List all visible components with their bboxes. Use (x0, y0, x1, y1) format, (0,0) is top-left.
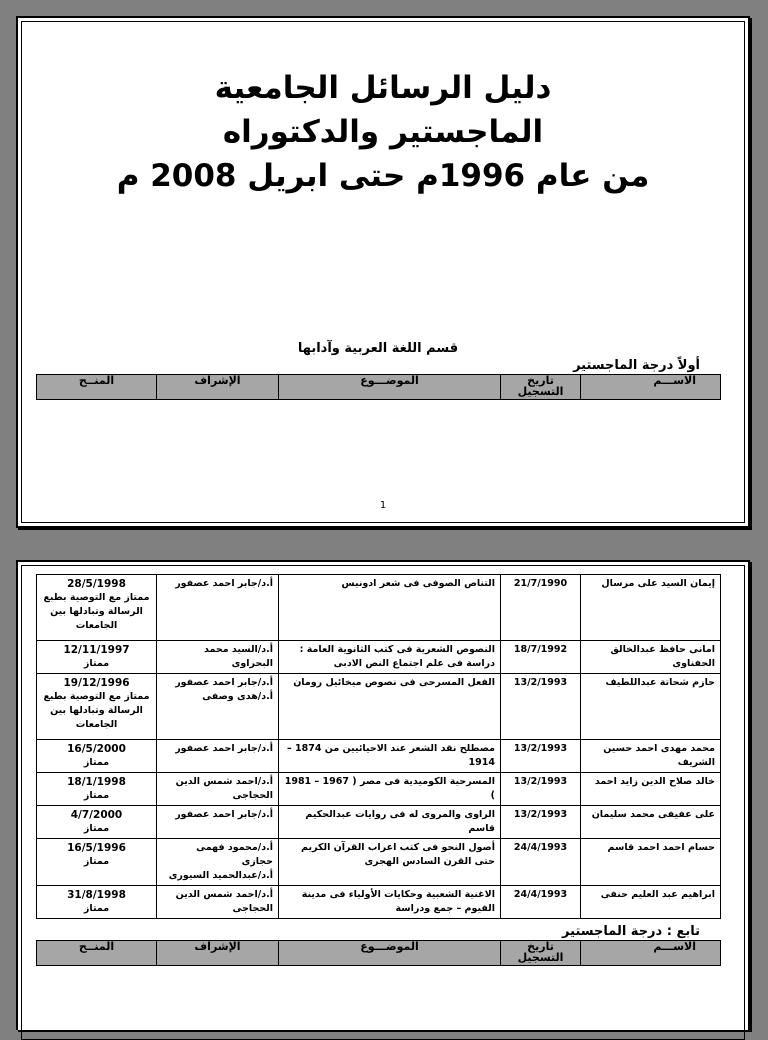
supervisor-cell: أ.د/محمود فهمى حجازى أ.د/عبدالحميد السيورى (157, 839, 279, 886)
grant-cell (37, 575, 157, 641)
grant-grade: ممتاز (83, 658, 110, 669)
student-name-cell: حسام احمد احمد قاسم (581, 839, 721, 886)
thesis-topic-cell: المسرحية الكوميدية فى مصر ( 1967 – 1981 ) (279, 773, 501, 806)
column-header-grant: المنــح (37, 375, 157, 400)
supervisor-cell: أ.د/احمد شمس الدين الحجاجى (157, 886, 279, 919)
table-row (37, 839, 721, 886)
registration-date-cell: 24/4/1993 (501, 839, 581, 886)
section-label: أولاً درجة الماجستير (573, 358, 700, 373)
student-name-cell: على عفيفى محمد سليمان (581, 806, 721, 839)
table-row (37, 773, 721, 806)
column-header-reg-date: تاريخ التسجيل (501, 941, 581, 966)
thesis-topic-cell: الفعل المسرحى فى نصوص ميخائيل رومان (279, 674, 501, 740)
thesis-topic-cell: الاغنية الشعبية وحكايات الأولياء فى مدينة الفيوم – جمع ودراسة (279, 886, 501, 919)
supervisor-cell: أ.د/جابر احمد عصفور (157, 740, 279, 773)
grant-date: 19/12/1996 (63, 677, 130, 689)
column-header-topic: الموضـــوع (279, 375, 501, 400)
registration-date-cell: 13/2/1993 (501, 773, 581, 806)
grant-cell (37, 806, 157, 839)
grant-grade: ممتاز (83, 757, 110, 768)
supervisor-cell: أ.د/جابر احمد عصفور (157, 806, 279, 839)
thesis-table (36, 574, 721, 919)
column-header-supervision: الإشراف (157, 375, 279, 400)
registration-date-cell: 13/2/1993 (501, 740, 581, 773)
grant-date: 12/11/1997 (63, 644, 130, 656)
student-name-cell: امانى حافظ عبدالخالق الحفناوى (581, 641, 721, 674)
column-header-reg-date: تاريخ التسجيل (501, 375, 581, 400)
student-name-cell: ابراهيم عبد العليم حنفى (581, 886, 721, 919)
grant-date: 31/8/1998 (67, 889, 126, 901)
supervisor-cell: أ.د/جابر احمد عصفور (157, 575, 279, 641)
column-header-name: الاســـم (581, 941, 721, 966)
document-title (58, 66, 708, 198)
grant-cell (37, 886, 157, 919)
student-name-cell: محمد مهدى احمد حسين الشريف (581, 740, 721, 773)
grant-cell (37, 740, 157, 773)
thesis-topic-cell: النصوص الشعرية فى كتب الثانوية العامة : دراسة فى علم اجتماع النص الادبى (279, 641, 501, 674)
supervisor-cell: أ.د/جابر احمد عصفور أ.د/هدى وصفى (157, 674, 279, 740)
table-row (37, 575, 721, 641)
grant-date: 16/5/1996 (67, 842, 126, 854)
registration-date-cell: 13/2/1993 (501, 674, 581, 740)
thesis-topic-cell: أصول النحو فى كتب اعراب القرآن الكريم حتى القرن السادس الهجرى (279, 839, 501, 886)
thesis-topic-cell: التناص الصوفى فى شعر ادونيس (279, 575, 501, 641)
page-number: 1 (379, 500, 387, 511)
grant-grade: ممتاز (83, 903, 110, 914)
grant-date: 4/7/2000 (70, 809, 123, 821)
grant-date: 28/5/1998 (67, 578, 126, 590)
grant-grade: ممتاز (83, 823, 110, 834)
title-line-2: الماجستير والدكتوراه (222, 114, 544, 150)
supervisor-cell: أ.د/احمد شمس الدين الحجاجى (157, 773, 279, 806)
table-row (37, 641, 721, 674)
column-header-grant: المنــح (37, 941, 157, 966)
student-name-cell: إيمان السيد على مرسال (581, 575, 721, 641)
table-row (37, 806, 721, 839)
title-line-1: دليل الرسائل الجامعية (214, 70, 552, 106)
supervisor-cell: أ.د/السيد محمد البحراوى (157, 641, 279, 674)
registration-date-cell: 13/2/1993 (501, 806, 581, 839)
grant-cell (37, 674, 157, 740)
continued-section-label: تابع : درجة الماجستير (562, 924, 700, 939)
grant-date: 16/5/2000 (67, 743, 126, 755)
table-row (37, 740, 721, 773)
table-header-page-2 (36, 940, 721, 966)
student-name-cell: خالد صلاح الدين زايد احمد (581, 773, 721, 806)
student-name-cell: حازم شحاتة عبداللطيف (581, 674, 721, 740)
thesis-topic-cell: مصطلح نقد الشعر عند الاحيائيين من 1874 – 1914 (279, 740, 501, 773)
thesis-topic-cell: الراوى والمروى له فى روايات عبدالحكيم قاسم (279, 806, 501, 839)
grant-grade: ممتاز مع التوصية بطبع الرسالة وتبادلها بين الجامعات (43, 592, 150, 631)
column-header-topic: الموضـــوع (279, 941, 501, 966)
grant-grade: ممتاز (83, 790, 110, 801)
table-header-page-1 (36, 374, 721, 400)
document-page-2 (16, 560, 750, 1030)
grant-cell (37, 641, 157, 674)
registration-date-cell: 18/7/1992 (501, 641, 581, 674)
grant-grade: ممتاز (83, 856, 110, 867)
grant-cell (37, 773, 157, 806)
column-header-name: الاســـم (581, 375, 721, 400)
document-page-1 (16, 16, 750, 528)
title-line-3: من عام 1996م حتى ابريل 2008 م (116, 158, 650, 194)
table-row (37, 674, 721, 740)
department-heading: قسم اللغة العربية وآدابها (297, 341, 459, 356)
grant-grade: ممتاز مع التوصية بطبع الرسالة وتبادلها بين الجامعات (43, 691, 150, 730)
registration-date-cell: 21/7/1990 (501, 575, 581, 641)
column-header-supervision: الإشراف (157, 941, 279, 966)
grant-date: 18/1/1998 (67, 776, 126, 788)
grant-cell (37, 839, 157, 886)
table-row (37, 886, 721, 919)
registration-date-cell: 24/4/1993 (501, 886, 581, 919)
